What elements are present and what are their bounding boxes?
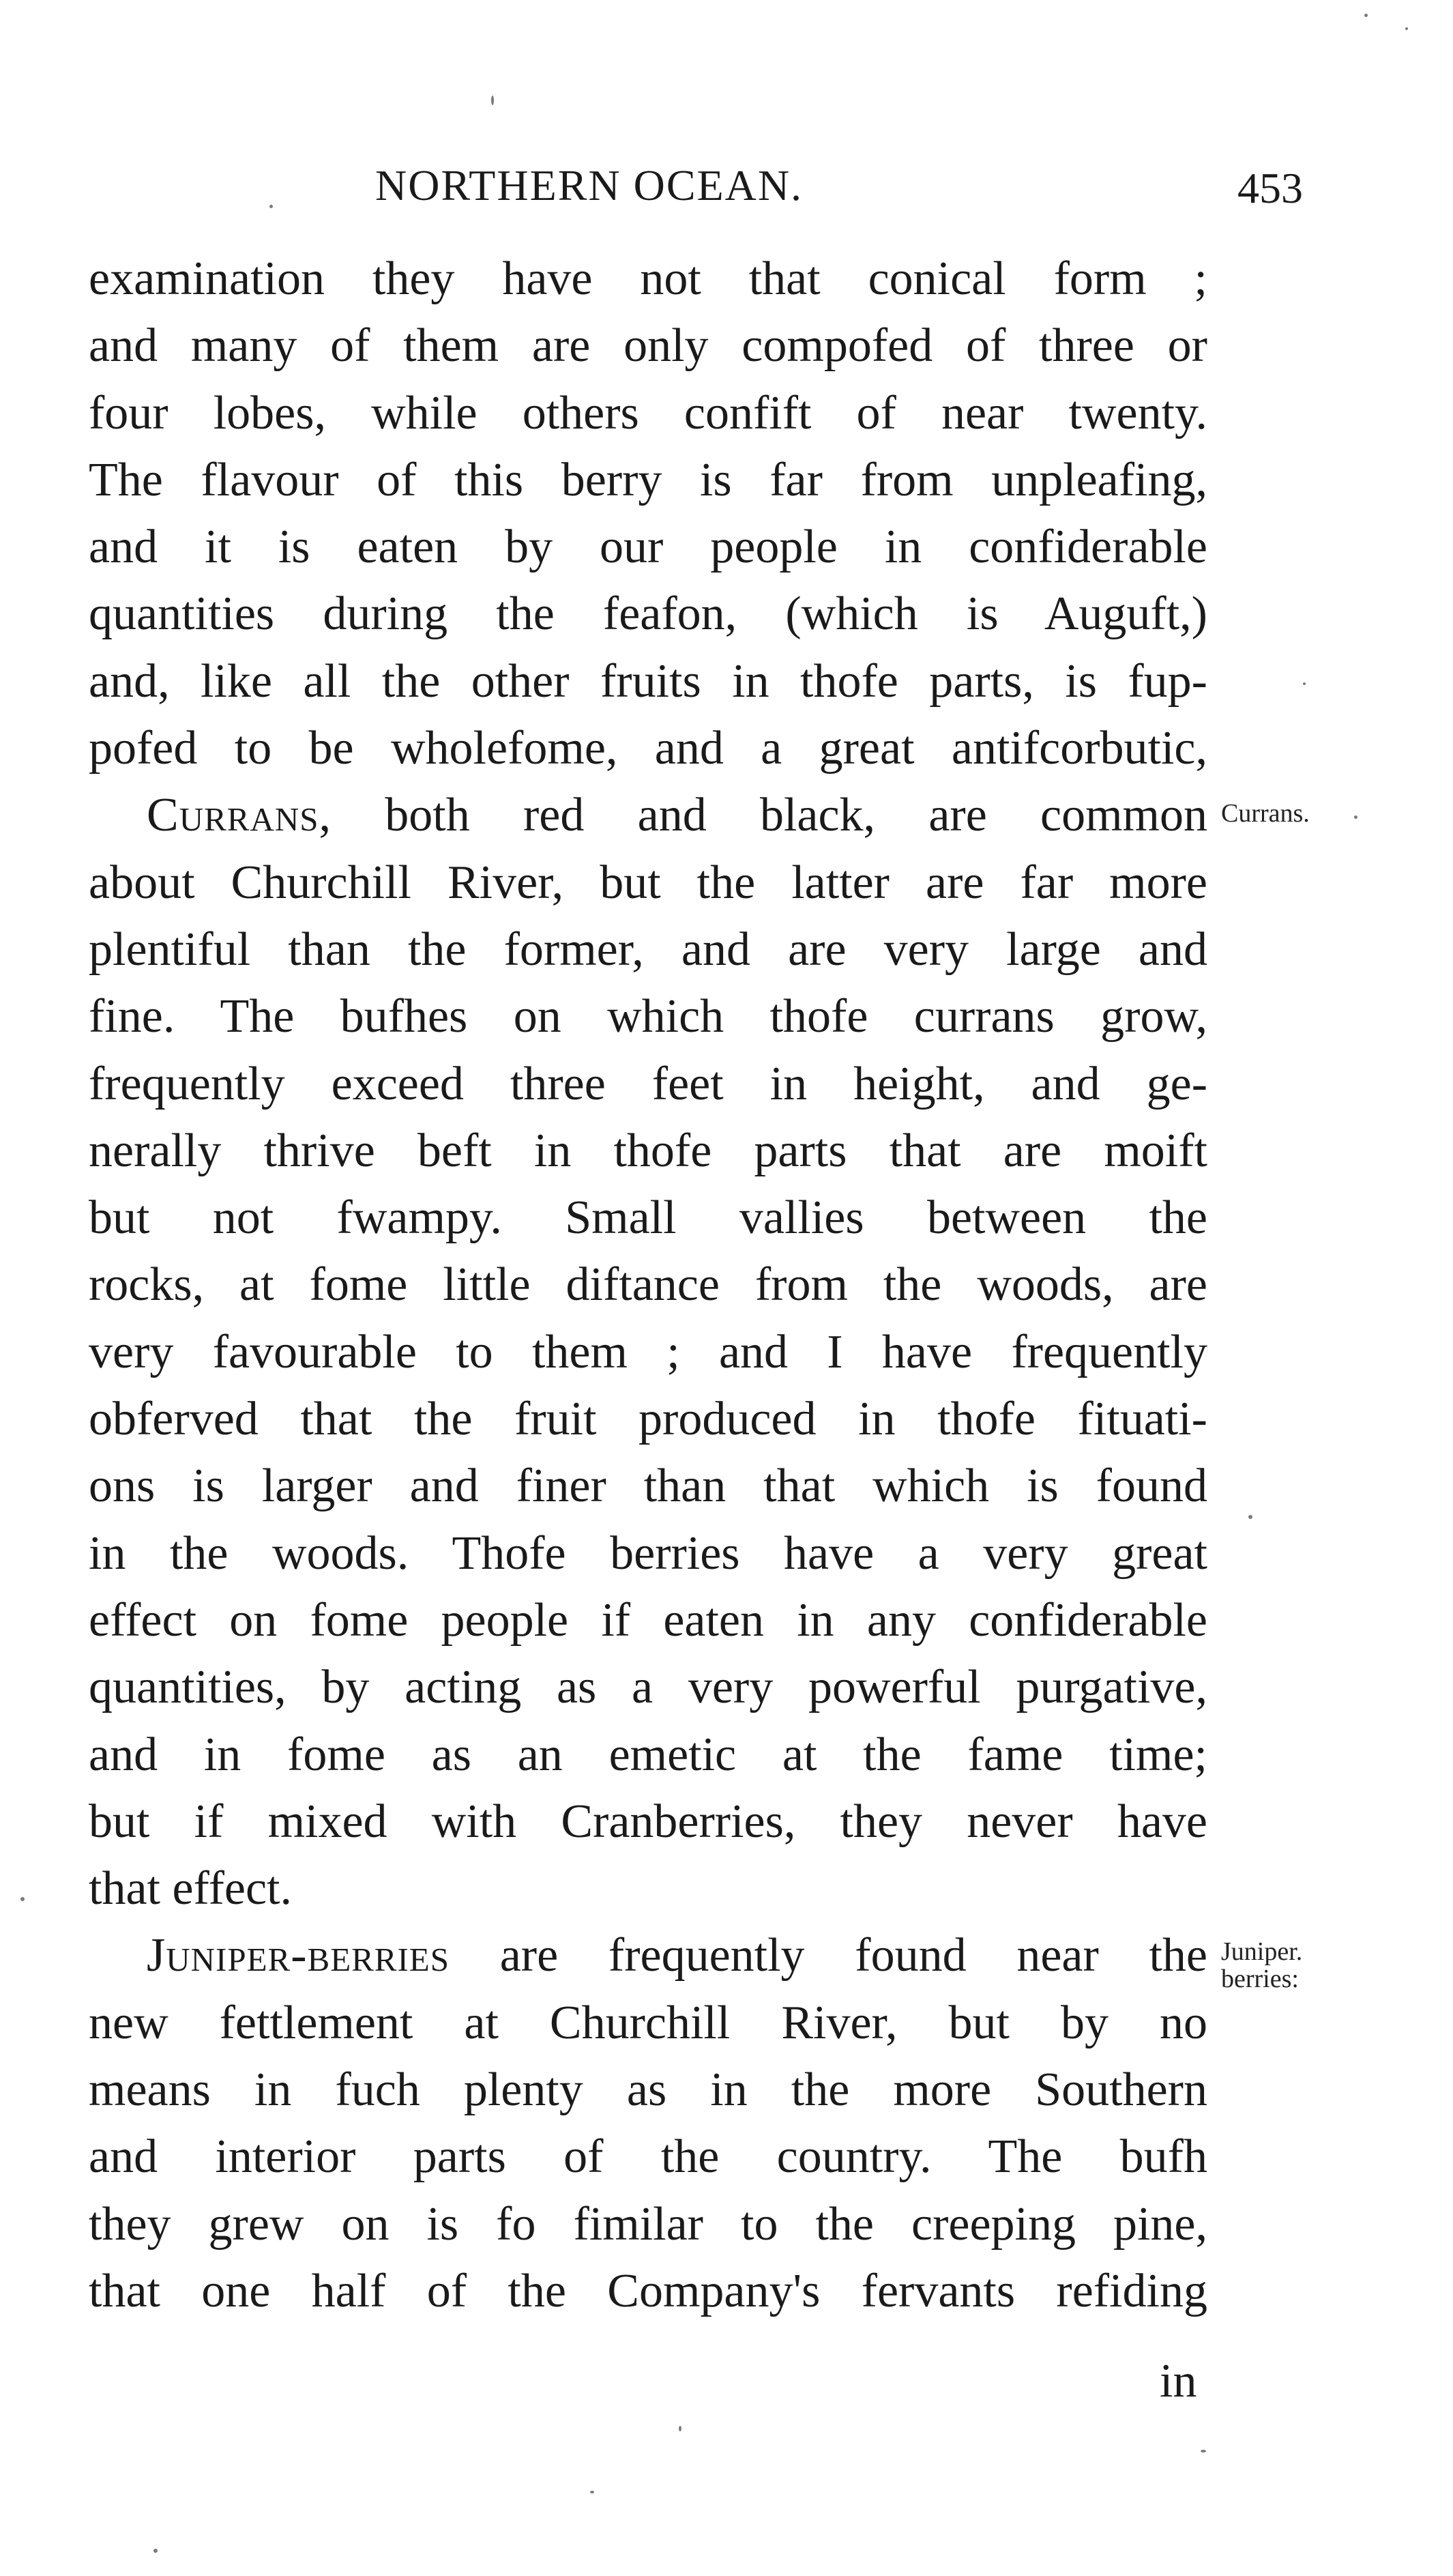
- print-speck: [1354, 815, 1357, 819]
- text-line: nerally thrive beft in thofe parts that are moift: [89, 1124, 1207, 1177]
- print-speck: [590, 2491, 594, 2493]
- text-line: but not fwampy. Small vallies between the: [89, 1191, 1207, 1245]
- text-line: new fettlement at Churchill River, but by no: [89, 1996, 1207, 2049]
- body-text: [89, 246, 1207, 2325]
- text-run: both red and black, are common: [385, 789, 1208, 842]
- currans-lead: Currans,: [147, 789, 332, 842]
- text-line: ons is larger and finer than that which is found: [89, 1460, 1207, 1513]
- text-line: The flavour of this berry is far from unpleafing,: [89, 453, 1207, 506]
- text-line: in the woods. Thofe berries have a very great: [89, 1526, 1207, 1580]
- text-line: quantities during the feafon, (which is Auguft,): [89, 588, 1207, 641]
- text-line: about Churchill River, but the latter are far more: [89, 856, 1207, 909]
- print-speck: [1201, 2450, 1206, 2452]
- print-speck: [679, 2426, 681, 2431]
- text-line: pofed to be wholefome, and a great antifcorbutic,: [89, 722, 1207, 775]
- paragraph-juniper-first-line: [89, 1922, 1207, 1989]
- catchword: in: [1160, 2355, 1197, 2407]
- print-speck: [1364, 14, 1368, 17]
- text-line-last: that effect.: [89, 1862, 292, 1915]
- text-line: and many of them are only compofed of three or: [89, 319, 1207, 373]
- margin-note-juniper-line2: berries:: [1221, 1965, 1299, 1993]
- text-line: and interior parts of the country. The bufh: [89, 2130, 1207, 2184]
- print-speck: [153, 2549, 158, 2553]
- text-line: effect on fome people if eaten in any confiderable: [89, 1593, 1207, 1647]
- margin-note-currans: Currans.: [1221, 799, 1310, 828]
- text-line: and in fome as an emetic at the fame time;: [89, 1728, 1207, 1781]
- print-speck: [1303, 682, 1306, 685]
- text-line: means in fuch plenty as in the more Southern: [89, 2064, 1207, 2117]
- text-line: examination they have not that conical form ;: [89, 252, 1207, 305]
- text-line: fine. The bufhes on which thofe currans grow,: [89, 990, 1207, 1043]
- text-line: rocks, at fome little diftance from the woods, are: [89, 1258, 1207, 1312]
- juniper-lead: Juniper-berries: [147, 1929, 450, 1982]
- margin-note-juniper-line1: Juniper.: [1221, 1937, 1303, 1966]
- running-title: NORTHERN OCEAN.: [375, 161, 804, 209]
- text-line: obferved that the fruit produced in thofe fituati-: [89, 1393, 1207, 1446]
- print-speck: [269, 205, 273, 208]
- text-line: they grew on is fo fimilar to the creeping pine,: [89, 2197, 1207, 2251]
- text-line: frequently exceed three feet in height, and ge-: [89, 1057, 1207, 1110]
- text-line: but if mixed with Cranberries, they never have: [89, 1795, 1207, 1848]
- text-line: that one half of the Company's fervants refiding: [89, 2264, 1207, 2317]
- text-line: plentiful than the former, and are very large and: [89, 923, 1207, 976]
- margin-note-juniper: [1221, 1938, 1357, 1993]
- text-line: four lobes, while others confift of near twenty.: [89, 386, 1207, 439]
- page-number: 453: [1237, 164, 1303, 212]
- text-line: and, like all the other fruits in thofe parts, is fup-: [89, 654, 1207, 708]
- text-line: very favourable to them ; and I have frequently: [89, 1325, 1207, 1378]
- print-speck: [1248, 1515, 1252, 1519]
- text-run: are frequently found near the: [499, 1929, 1208, 1982]
- text-line: and it is eaten by our people in confiderable: [89, 521, 1207, 574]
- paragraph-currans-first-line: [89, 782, 1207, 849]
- text-line: quantities, by acting as a very powerful purgative,: [89, 1661, 1207, 1714]
- print-speck: [491, 96, 494, 105]
- print-speck: [1405, 27, 1408, 30]
- running-head: [89, 160, 1303, 222]
- print-speck: [20, 1897, 25, 1901]
